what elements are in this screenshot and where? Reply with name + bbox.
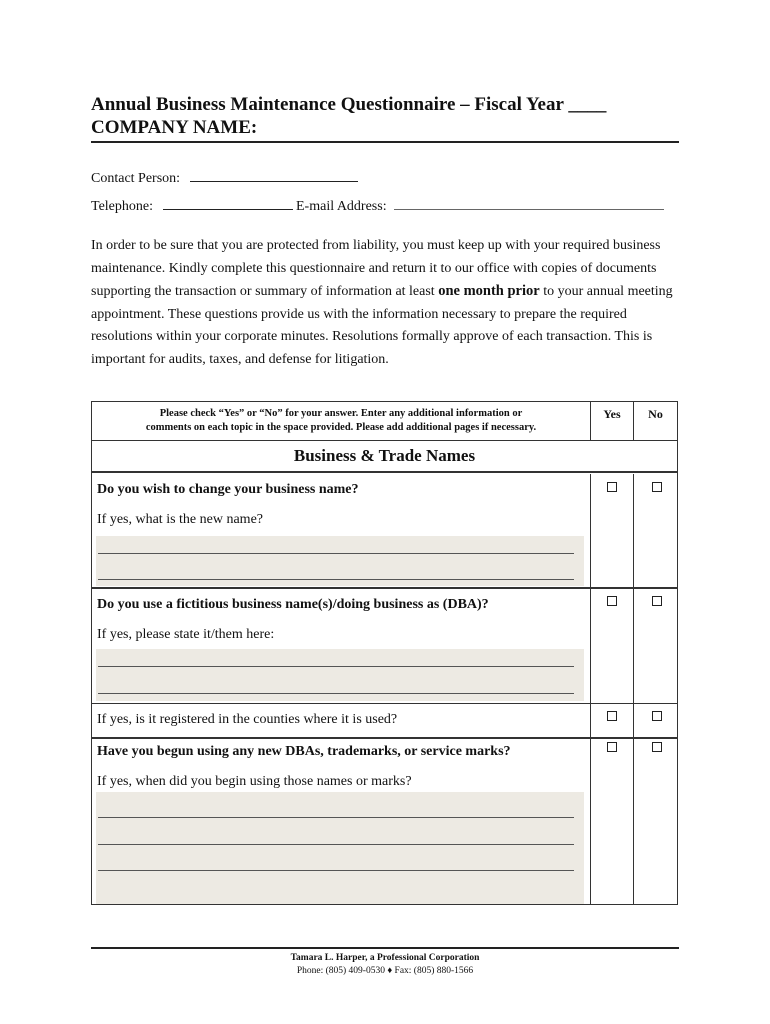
q1-no-checkbox[interactable] — [652, 482, 662, 492]
q2-yes-checkbox[interactable] — [607, 596, 617, 606]
footer-firm: Tamara L. Harper, a Professional Corporation — [290, 953, 480, 963]
question-4-text: Have you begun using any new DBAs, trademarks, or service marks? — [97, 744, 511, 759]
section-title: Business & Trade Names — [92, 441, 677, 473]
telephone-label: Telephone: — [91, 199, 153, 214]
title-line-1: Annual Business Maintenance Questionnaire – Fiscal Year ____ — [91, 94, 607, 115]
footer-contact: Phone: (805) 409-0530 ♦ Fax: (805) 880-1566 — [296, 966, 474, 976]
intro-bold: one month prior — [438, 283, 540, 299]
telephone-row — [91, 197, 664, 215]
question-2 — [92, 589, 591, 703]
intro-text-2: to your annual meeting appointment. These questions provide us with the information necessary to prepare the required resolutions within your corporate minutes. Resolutions formally approve of each transaction. This is important for audits, taxes, and defense for litigation. — [91, 284, 673, 367]
contact-person-row — [91, 169, 358, 187]
question-2-text: Do you use a fictitious business name(s)/doing business as (DBA)? — [97, 597, 489, 612]
no-header: No — [634, 402, 677, 441]
email-field[interactable] — [394, 197, 664, 210]
table-instructions — [92, 402, 591, 441]
question-3 — [92, 704, 591, 738]
instruction-line-1: Please check “Yes” or “No” for your answer. Enter any additional information or — [159, 408, 523, 419]
q2-no-checkbox[interactable] — [652, 596, 662, 606]
yes-column — [591, 474, 634, 904]
question-4 — [92, 739, 591, 904]
q1-yes-checkbox[interactable] — [607, 482, 617, 492]
telephone-field[interactable] — [163, 197, 293, 210]
intro-paragraph — [91, 235, 681, 371]
question-4-sub: If yes, when did you begin using those names or marks? — [97, 774, 412, 789]
yes-header: Yes — [591, 402, 634, 441]
question-1-sub: If yes, what is the new name? — [97, 512, 263, 527]
question-2-answer-area[interactable] — [96, 649, 584, 701]
title-line-2: COMPANY NAME: — [91, 117, 258, 138]
q3-yes-checkbox[interactable] — [607, 711, 617, 721]
question-2-sub: If yes, please state it/them here: — [97, 627, 275, 642]
q4-no-checkbox[interactable] — [652, 742, 662, 752]
question-1-text: Do you wish to change your business name? — [97, 482, 359, 497]
intro-text-1: In order to be sure that you are protected from liability, you must keep up with your required business maintenance. Kindly complete this questionnaire and return it to our office with copies of documents supporting the transaction or summary of information at least — [91, 238, 661, 299]
q3-no-checkbox[interactable] — [652, 711, 662, 721]
contact-person-label: Contact Person: — [91, 171, 181, 186]
question-1-answer-area[interactable] — [96, 536, 584, 586]
question-1 — [92, 474, 591, 588]
q4-yes-checkbox[interactable] — [607, 742, 617, 752]
email-label: E-mail Address: — [296, 199, 387, 214]
footer-divider — [91, 947, 679, 949]
question-4-answer-area[interactable] — [96, 792, 584, 904]
question-3-text: If yes, is it registered in the counties where it is used? — [97, 712, 398, 727]
questionnaire-table — [91, 401, 678, 905]
instruction-line-2: comments on each topic in the space provided. Please add additional pages if necessary. — [145, 422, 537, 433]
contact-person-field[interactable] — [190, 169, 358, 182]
form-title — [91, 93, 679, 143]
